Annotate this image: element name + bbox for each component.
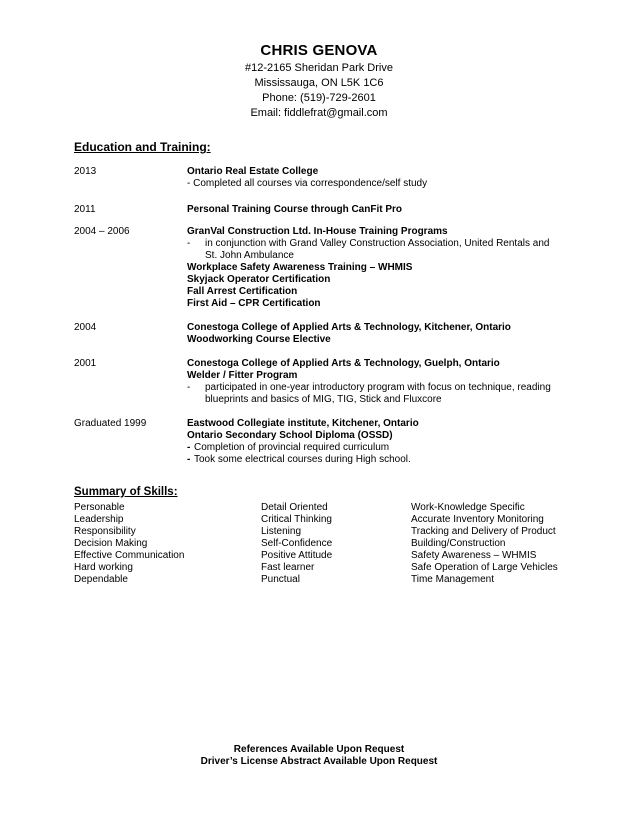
skill-item: Tracking and Delivery of Product (411, 526, 556, 537)
education-year: 2011 (74, 204, 96, 215)
bullet-dash: - (187, 442, 191, 453)
skill-item: Positive Attitude (261, 550, 333, 561)
skill-item: Accurate Inventory Monitoring (411, 514, 544, 525)
education-year: 2001 (74, 358, 97, 369)
skill-item: Work-Knowledge Specific (411, 502, 525, 513)
education-institution: Conestoga College of Applied Arts & Technology, Guelph, Ontario (187, 358, 500, 369)
education-detail: Took some electrical courses during High school. (194, 454, 411, 465)
certification: Workplace Safety Awareness Training – WHMIS (187, 262, 413, 273)
education-year: 2004 – 2006 (74, 226, 130, 237)
education-year: 2004 (74, 322, 97, 333)
skill-item: Effective Communication (74, 550, 185, 561)
license-note: Driver’s License Abstract Available Upon Request (200, 756, 438, 767)
skill-item: Time Management (411, 574, 494, 585)
skill-item: Responsibility (74, 526, 136, 537)
education-institution: Ontario Real Estate College (187, 166, 319, 177)
address-line-2: Mississauga, ON L5K 1C6 (254, 77, 384, 89)
certification: First Aid – CPR Certification (187, 298, 321, 309)
certification: Fall Arrest Certification (187, 286, 298, 297)
education-detail: in conjunction with Grand Valley Construction Association, United Rentals and (205, 238, 550, 249)
bullet-dash: - (187, 238, 191, 249)
skill-item: Leadership (74, 514, 124, 525)
education-institution: GranVal Construction Ltd. In-House Training Programs (187, 226, 448, 237)
skill-item: Critical Thinking (261, 514, 332, 525)
skill-item: Dependable (74, 574, 128, 585)
bullet-dash: - (187, 454, 191, 465)
email-line: Email: fiddlefrat@gmail.com (250, 107, 388, 119)
skill-item: Punctual (261, 574, 300, 585)
skill-item: Personable (74, 502, 125, 513)
education-program: Welder / Fitter Program (187, 370, 298, 381)
education-heading: Education and Training: (74, 140, 211, 154)
phone-line: Phone: (519)-729-2601 (262, 92, 376, 104)
education-detail: - Completed all courses via correspondence/self study (187, 178, 428, 189)
candidate-name: CHRIS GENOVA (260, 42, 378, 59)
skill-item: Safe Operation of Large Vehicles (411, 562, 558, 573)
certification: Skyjack Operator Certification (187, 274, 331, 285)
skill-item: Hard working (74, 562, 133, 573)
skill-item: Listening (261, 526, 302, 537)
skill-item: Safety Awareness – WHMIS (411, 550, 537, 561)
address-line-1: #12-2165 Sheridan Park Drive (245, 62, 393, 74)
education-institution: Personal Training Course through CanFit Pro (187, 204, 403, 215)
education-detail: Completion of provincial required curriculum (194, 442, 390, 453)
skill-item: Building/Construction (411, 538, 506, 549)
education-detail: St. John Ambulance (205, 250, 294, 261)
skill-item: Decision Making (74, 538, 148, 549)
skill-item: Self-Confidence (261, 538, 333, 549)
skill-item: Detail Oriented (261, 502, 328, 513)
education-institution: Eastwood Collegiate institute, Kitchener, Ontario (187, 418, 419, 429)
skills-heading: Summary of Skills: (74, 486, 178, 498)
education-program: Ontario Secondary School Diploma (OSSD) (187, 430, 393, 441)
references-note: References Available Upon Request (233, 744, 405, 755)
education-detail: participated in one-year introductory program with focus on technique, reading (205, 382, 551, 393)
education-year: 2013 (74, 166, 97, 177)
skill-item: Fast learner (261, 562, 315, 573)
education-year: Graduated 1999 (74, 418, 147, 429)
education-institution: Conestoga College of Applied Arts & Technology, Kitchener, Ontario (187, 322, 511, 333)
bullet-dash: - (187, 382, 191, 393)
education-program: Woodworking Course Elective (187, 334, 331, 345)
education-detail: blueprints and basics of MIG, TIG, Stick and Fluxcore (205, 394, 442, 405)
